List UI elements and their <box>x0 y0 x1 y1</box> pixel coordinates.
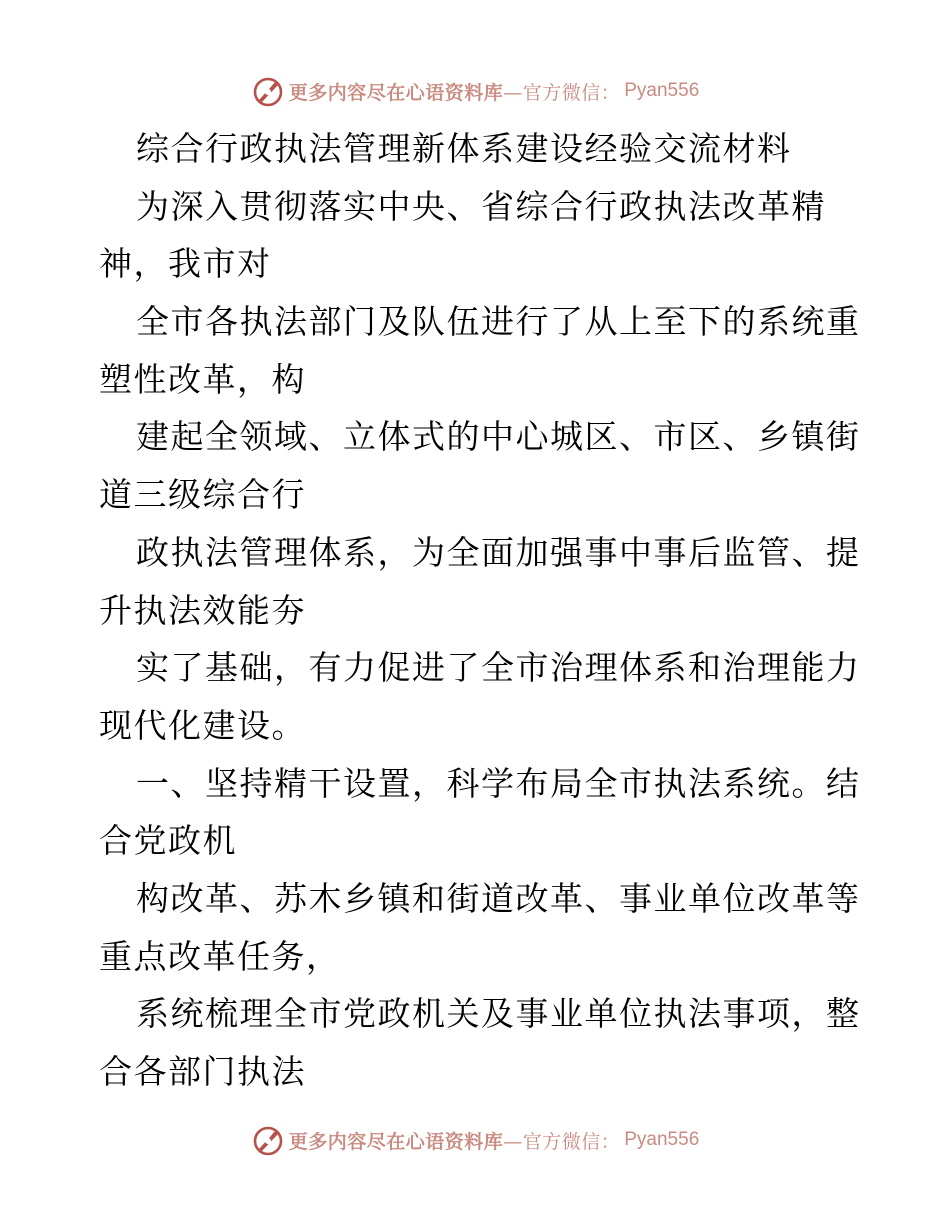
doc-line: 建起全领域、立体式的中心城区、市区、乡镇街 <box>136 417 861 457</box>
doc-line: 系统梳理全市党政机关及事业单位执法事项，整 <box>136 994 861 1034</box>
doc-line: 政执法管理体系，为全面加强事中事后监管、提 <box>136 532 861 572</box>
doc-line: 合各部门执法 <box>99 1052 306 1091</box>
header-watermark-banner <box>0 71 950 111</box>
banner-wechat-label: —官方微信： <box>503 1130 621 1153</box>
doc-line: 实了基础，有力促进了全市治理体系和治理能力 <box>136 648 861 688</box>
doc-line: 构改革、苏木乡镇和街道改革、事业单位改革等 <box>136 878 861 918</box>
banner-site-text: 更多内容尽在心语资料库 <box>288 81 504 104</box>
banner-wechat-id: Pyan556 <box>624 1129 700 1150</box>
doc-title-line: 综合行政执法管理新体系建设经验交流材料 <box>136 129 792 168</box>
doc-line: 塑性改革，构 <box>99 359 306 399</box>
doc-line: 神，我市对 <box>99 244 272 284</box>
doc-line: 重点改革任务， <box>99 936 341 976</box>
doc-line: 升执法效能夯 <box>99 590 306 630</box>
doc-section-heading-line: 一、坚持精干设置，科学布局全市执法系统。结 <box>136 763 861 803</box>
banner-site-text: 更多内容尽在心语资料库 <box>288 1130 504 1153</box>
doc-line: 全市各执法部门及队伍进行了从上至下的系统重 <box>136 302 861 342</box>
doc-line: 道三级综合行 <box>99 475 306 515</box>
quill-logo-icon <box>251 74 285 108</box>
banner-wechat-id: Pyan556 <box>624 80 700 101</box>
doc-line: 为深入贯彻落实中央、省综合行政执法改革精 <box>136 186 826 226</box>
footer-watermark-banner <box>0 1120 950 1160</box>
document-body <box>99 120 859 1101</box>
doc-line: 合党政机 <box>99 821 237 861</box>
doc-line: 现代化建设。 <box>99 705 306 745</box>
quill-logo-icon <box>251 1123 285 1157</box>
banner-wechat-label: —官方微信： <box>503 81 621 104</box>
